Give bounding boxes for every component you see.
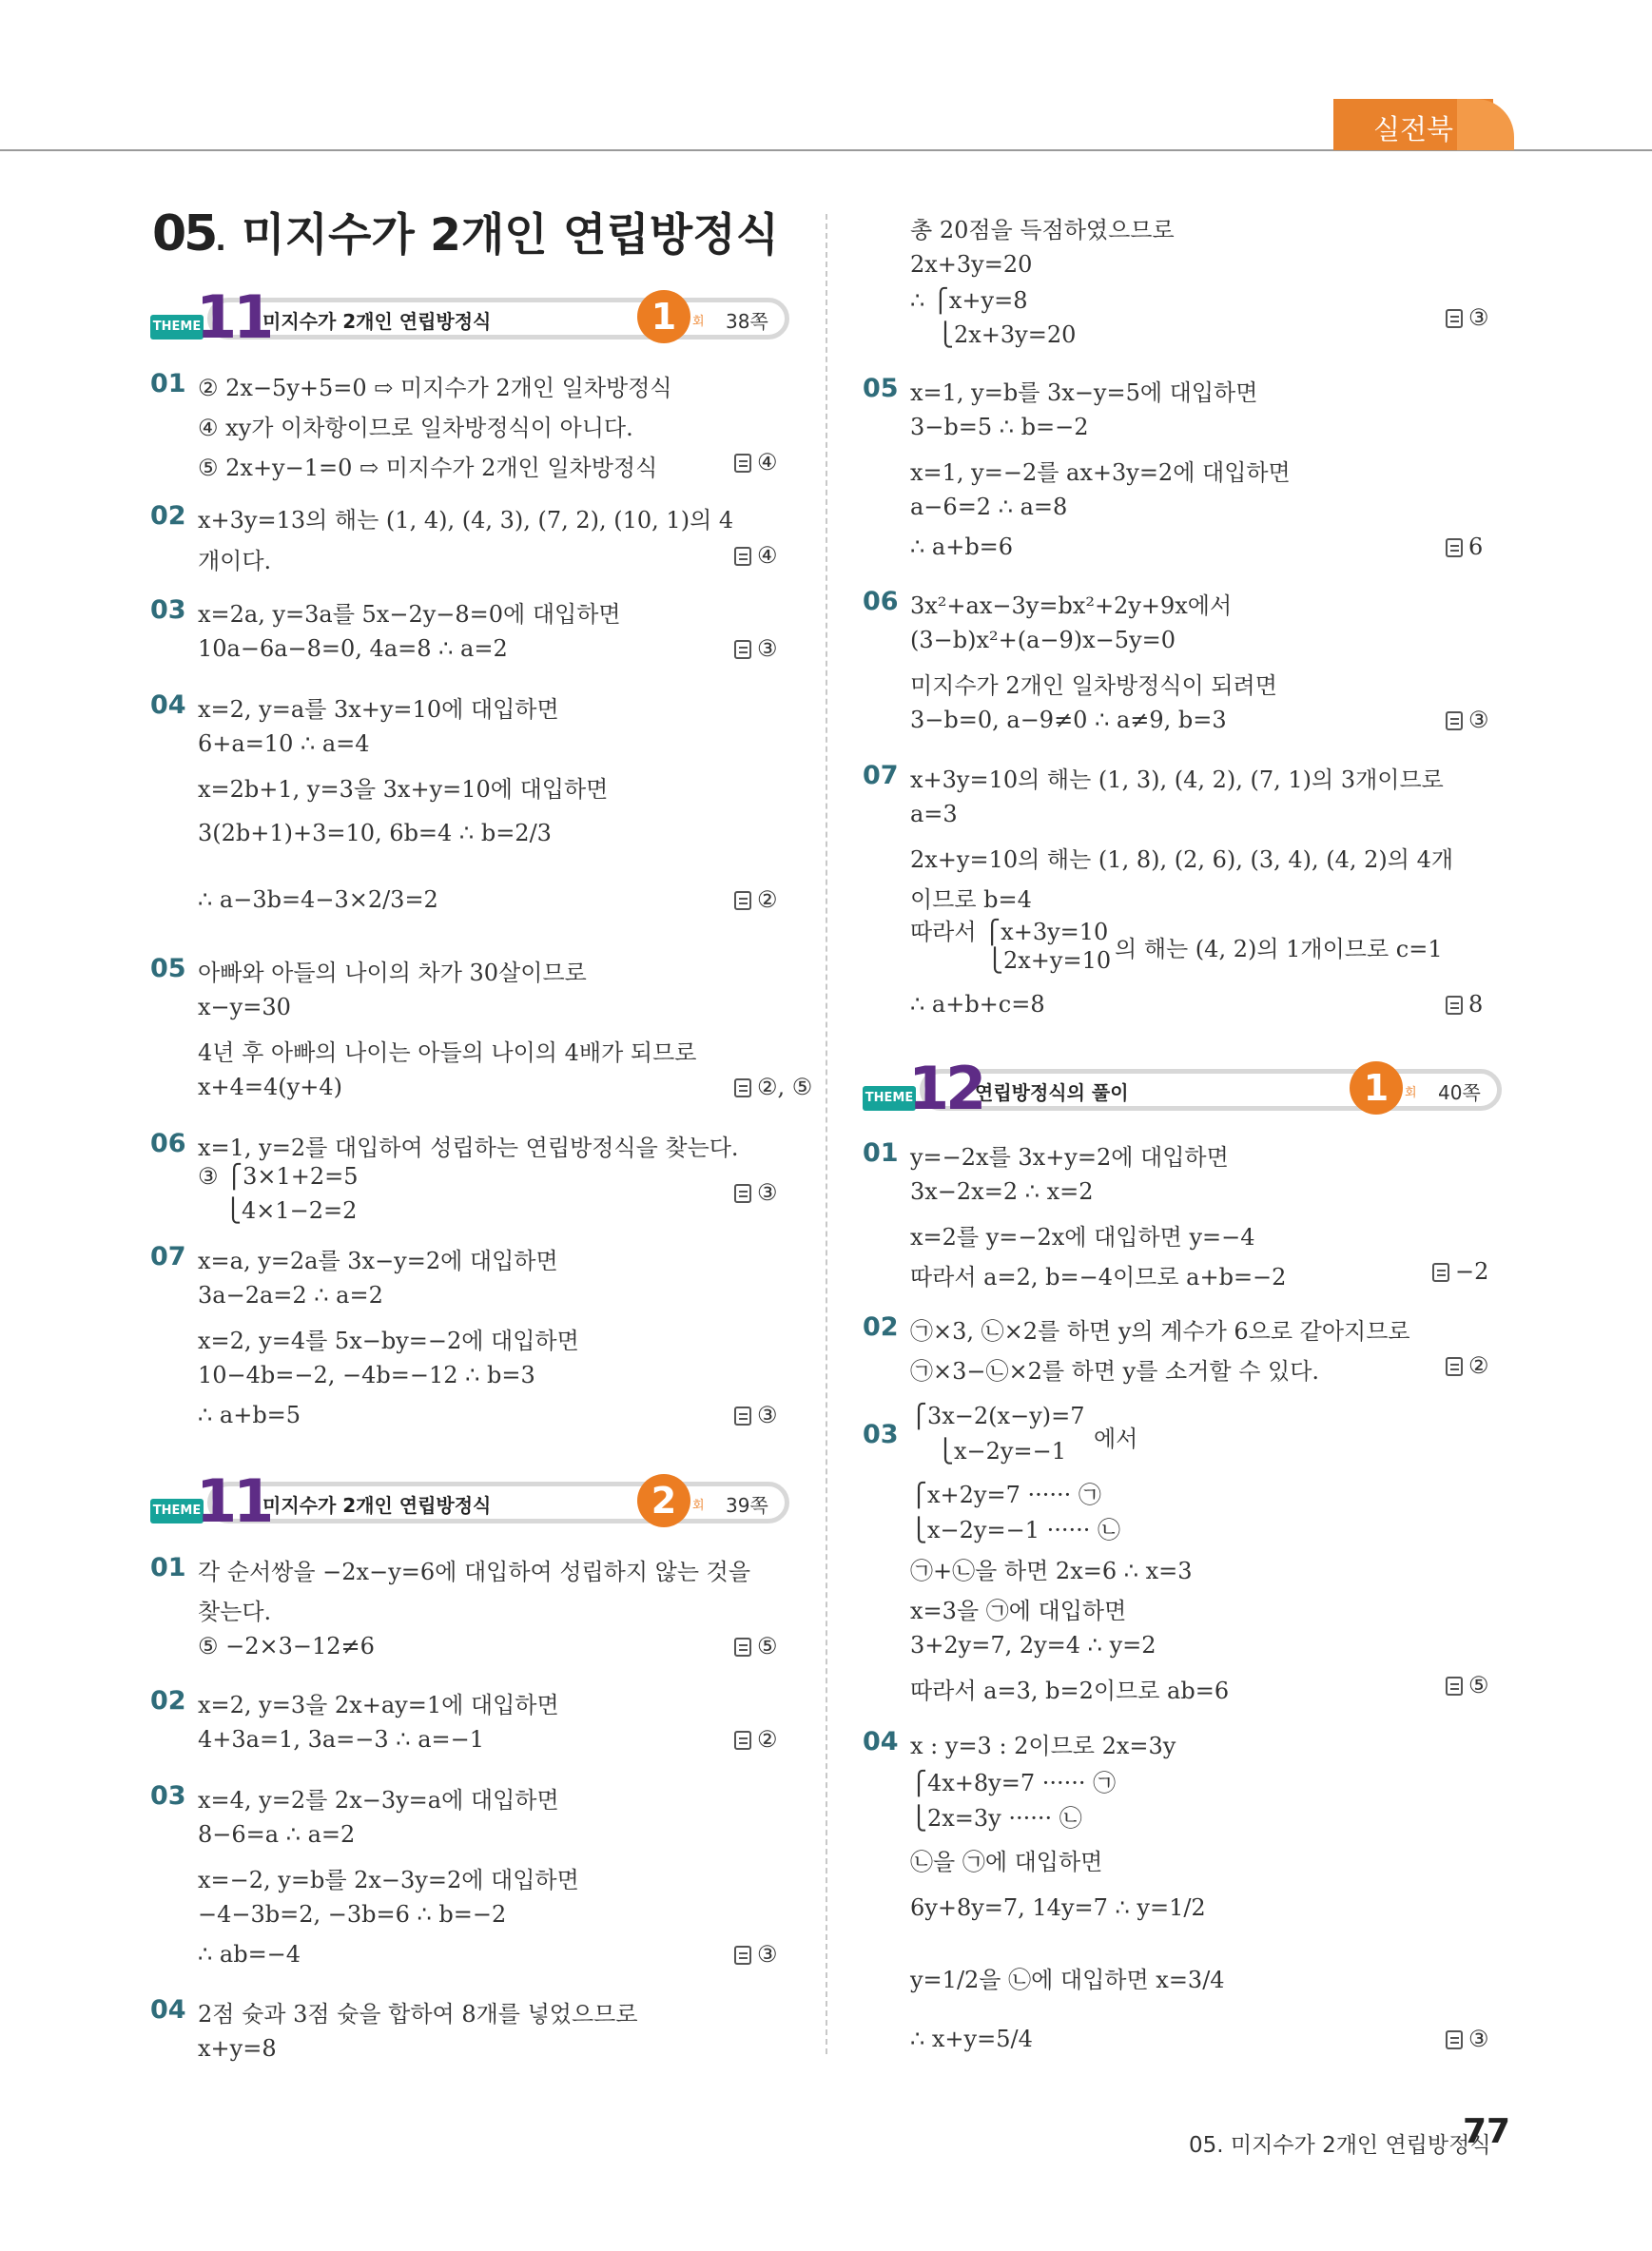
solution-line: 6+a=10 ∴ a=4 [198, 730, 370, 757]
solution-line: 3−b=5 ∴ b=−2 [910, 414, 1089, 440]
answer-icon [1446, 1357, 1463, 1376]
solution-line: x−y=30 [198, 994, 291, 1020]
answer-icon [734, 640, 751, 659]
solution-line: ㉠×3−㉡×2를 하면 y를 소거할 수 있다. [910, 1358, 1320, 1385]
solution-line: −4−3b=2, −3b=6 ∴ b=−2 [198, 1901, 507, 1928]
question-number: 04 [150, 1995, 186, 2025]
theme-tag: THEME [150, 315, 204, 340]
question-number: 05 [863, 374, 899, 403]
solution-line: 4+3a=1, 3a=−3 ∴ a=−1 [198, 1726, 484, 1753]
solution-line: 3−b=0, a−9≠0 ∴ a≠9, b=3 [910, 707, 1227, 733]
solution-line: x=2를 y=−2x에 대입하면 y=−4 [910, 1224, 1255, 1251]
solution-line: 각 순서쌍을 −2x−y=6에 대입하여 성립하지 않는 것을 [198, 1559, 751, 1585]
solution-line: 2x+3y=20 [910, 251, 1033, 278]
solution-line: ⎩2x+y=10 [986, 947, 1112, 974]
question-number: 03 [863, 1420, 899, 1449]
solution-line: 10−4b=−2, −4b=−12 ∴ b=3 [198, 1362, 535, 1388]
solution-line: 8−6=a ∴ a=2 [198, 1821, 356, 1848]
question-number: 07 [150, 1242, 186, 1271]
question-number: 06 [863, 587, 899, 616]
solution-line: ⎩x−2y=−1 [937, 1438, 1066, 1465]
theme-header [150, 282, 789, 352]
solution-line: 따라서 a=3, b=2이므로 ab=6 [910, 1678, 1230, 1704]
theme-title: 미지수가 2개인 연립방정식 [262, 310, 492, 333]
chapter-number: 05 [152, 205, 216, 262]
footer-chapter-title: 05. 미지수가 2개인 연립방정식 [1189, 2133, 1491, 2158]
solution-line: (3−b)x²+(a−9)x−5y=0 [910, 627, 1176, 653]
answer: ②, ⑤ [734, 1074, 812, 1100]
solution-line: x=1, y=b를 3x−y=5에 대입하면 [910, 379, 1258, 406]
answer: 8 [1446, 991, 1483, 1018]
solution-line: ∴ a+b=5 [198, 1402, 301, 1428]
answer-icon [1446, 1677, 1463, 1696]
question-number: 03 [150, 1781, 186, 1811]
solution-line: 2x+y=10의 해는 (1, 8), (2, 6), (3, 4), (4, 2)의 4개 [910, 846, 1454, 873]
solution-line: x=a, y=2a를 3x−y=2에 대입하면 [198, 1248, 558, 1274]
question-number: 01 [150, 369, 186, 398]
solution-line: ⎩4×1−2=2 [224, 1197, 358, 1224]
answer: ⑤ [1446, 1672, 1489, 1698]
solution-line: 3a−2a=2 ∴ a=2 [198, 1282, 383, 1309]
solution-line: 개이다. [198, 548, 272, 574]
page-number: 77 [1463, 2112, 1511, 2151]
solution-line: 10a−6a−8=0, 4a=8 ∴ a=2 [198, 635, 508, 662]
solution-line: ㉠+㉡을 하면 2x=6 ∴ x=3 [910, 1558, 1193, 1584]
question-number: 01 [150, 1553, 186, 1582]
solution-line: ⎩x−2y=−1 ······ ㉡ [910, 1517, 1120, 1543]
round-badge: 1 [637, 290, 690, 343]
question-number: 07 [863, 761, 899, 790]
solution-line: 3(2b+1)+3=10, 6b=4 ∴ b=2/3 [198, 820, 552, 846]
answer-icon [1446, 538, 1463, 557]
solution-line: ③ ⎧3×1+2=5 [198, 1163, 359, 1190]
theme-number: 11 [196, 282, 271, 352]
answer: ③ [734, 1941, 778, 1968]
solution-line: ∴ a−3b=4−3×2/3=2 [198, 886, 438, 913]
solution-line: 따라서 ⎧x+3y=10 [910, 919, 1109, 945]
answer-icon [1446, 711, 1463, 730]
solution-line: x=1, y=2를 대입하여 성립하는 연립방정식을 찾는다. [198, 1135, 739, 1161]
solution-line: 따라서 a=2, b=−4이므로 a+b=−2 [910, 1264, 1287, 1290]
question-number: 06 [150, 1129, 186, 1158]
chapter-title-text: 미지수가 2개인 연립방정식 [242, 209, 780, 262]
page-ref: 40쪽 [1438, 1081, 1481, 1104]
question-number: 02 [150, 1686, 186, 1716]
solution-line: 2점 슛과 3점 슛을 합하여 8개를 넣었으므로 [198, 2001, 638, 2028]
answer-icon [734, 1078, 751, 1097]
round-suffix: 회 [692, 315, 705, 329]
solution-line: x=2b+1, y=3을 3x+y=10에 대입하면 [198, 776, 609, 803]
solution-line: x=2, y=a를 3x+y=10에 대입하면 [198, 696, 559, 723]
solution-line: ⎧x+2y=7 ······ ㉠ [910, 1482, 1101, 1508]
answer-icon [1432, 1263, 1449, 1282]
page-ref: 38쪽 [726, 310, 768, 333]
solution-line: 에서 [1094, 1426, 1138, 1452]
solution-line: ⑤ −2×3−12≠6 [198, 1633, 375, 1659]
solution-line: a−6=2 ∴ a=8 [910, 494, 1068, 520]
solution-line: ④ xy가 이차항이므로 일차방정식이 아니다. [198, 415, 633, 441]
answer: −2 [1432, 1258, 1488, 1285]
solution-line: x+3y=13의 해는 (1, 4), (4, 3), (7, 2), (10, 1)의 4 [198, 507, 734, 534]
solution-line: 의 해는 (4, 2)의 1개이므로 c=1 [1115, 936, 1443, 962]
solution-line: ∴ a+b=6 [910, 534, 1014, 560]
answer: ② [734, 886, 778, 913]
round-badge: 1 [1350, 1061, 1403, 1115]
solution-line: ⎩2x=3y ······ ㉡ [910, 1805, 1082, 1832]
answer: ⑤ [734, 1633, 778, 1659]
theme-number: 12 [908, 1054, 983, 1123]
answer: ④ [734, 449, 778, 475]
solution-line: 3x−2x=2 ∴ x=2 [910, 1178, 1094, 1205]
answer: ② [1446, 1352, 1489, 1379]
section-tab-label: 실전북 [1372, 113, 1454, 146]
solution-line: x+3y=10의 해는 (1, 3), (4, 2), (7, 1)의 3개이므로 [910, 767, 1444, 793]
solution-line: y=1/2을 ㉡에 대입하면 x=3/4 [910, 1967, 1225, 1993]
solution-line: ∴ ab=−4 [198, 1941, 301, 1968]
round-suffix: 회 [1405, 1086, 1417, 1100]
theme-title: 연립방정식의 풀이 [975, 1081, 1129, 1104]
answer: ② [734, 1726, 778, 1753]
question-number: 02 [150, 501, 186, 531]
answer-icon [734, 1184, 751, 1203]
solution-line: ∴ a+b+c=8 [910, 991, 1045, 1018]
solution-line: 6y+8y=7, 14y=7 ∴ y=1/2 [910, 1894, 1206, 1921]
solution-line: ∴ x+y=5/4 [910, 2026, 1033, 2052]
answer-icon [1446, 309, 1463, 328]
answer: ③ [734, 1179, 778, 1206]
section-tab [1333, 99, 1493, 150]
page-ref: 39쪽 [726, 1494, 768, 1517]
solution-line: x+y=8 [198, 2035, 277, 2062]
solution-line: x=2, y=4를 5x−by=−2에 대입하면 [198, 1328, 579, 1354]
theme-header [863, 1054, 1502, 1123]
solution-line: ∴ ⎧x+y=8 [910, 287, 1028, 314]
solution-line: 3x²+ax−3y=bx²+2y+9x에서 [910, 592, 1233, 619]
solution-line: y=−2x를 3x+y=2에 대입하면 [910, 1144, 1229, 1171]
answer: ④ [734, 542, 778, 569]
answer-icon [734, 1946, 751, 1965]
solution-line: a=3 [910, 801, 958, 827]
column-divider [826, 214, 827, 2054]
solution-line: ⎩2x+3y=20 [937, 321, 1077, 348]
answer-icon [734, 1638, 751, 1657]
solution-line: x=2, y=3을 2x+ay=1에 대입하면 [198, 1692, 559, 1718]
solution-line: x : y=3 : 2이므로 2x=3y [910, 1733, 1176, 1759]
round-badge: 2 [637, 1474, 690, 1527]
theme-number: 11 [196, 1466, 271, 1536]
answer: 6 [1446, 534, 1483, 560]
answer-icon [1446, 2030, 1463, 2049]
solution-line: 4년 후 아빠의 나이는 아들의 나이의 4배가 되므로 [198, 1039, 697, 1066]
solution-line: x=1, y=−2를 ax+3y=2에 대입하면 [910, 459, 1291, 486]
answer: ③ [1446, 2026, 1489, 2052]
question-number: 04 [150, 690, 186, 720]
question-number: 05 [150, 954, 186, 983]
solution-line: 3+2y=7, 2y=4 ∴ y=2 [910, 1632, 1156, 1659]
solution-line: x=3을 ㉠에 대입하면 [910, 1598, 1127, 1624]
solution-line: 미지수가 2개인 일차방정식이 되려면 [910, 672, 1277, 699]
solution-line: ⎧4x+8y=7 ······ ㉠ [910, 1770, 1117, 1796]
solution-line: ㉠×3, ㉡×2를 하면 y의 계수가 6으로 같아지므로 [910, 1318, 1410, 1345]
answer-icon [734, 454, 751, 473]
answer: ③ [734, 1402, 778, 1428]
theme-tag: THEME [150, 1499, 204, 1523]
solution-line: x=−2, y=b를 2x−3y=2에 대입하면 [198, 1867, 579, 1893]
answer: ③ [734, 635, 778, 662]
solution-line: x+4=4(y+4) [198, 1074, 342, 1100]
question-number: 02 [863, 1312, 899, 1342]
question-number: 01 [863, 1138, 899, 1168]
answer-icon [1446, 996, 1463, 1015]
solution-line: 아빠와 아들의 나이의 차가 30살이므로 [198, 960, 587, 986]
theme-tag: THEME [863, 1086, 916, 1111]
solution-line: 찾는다. [198, 1599, 272, 1625]
answer-icon [734, 891, 751, 910]
chapter-title: 05. 미지수가 2개인 연립방정식 [152, 205, 780, 262]
solution-line: ⎧3x−2(x−y)=7 [910, 1403, 1085, 1429]
answer-icon [734, 1731, 751, 1750]
answer: ③ [1446, 304, 1489, 331]
solution-line: ② 2x−5y+5=0 ⇨ 미지수가 2개인 일차방정식 [198, 375, 672, 401]
solution-line: x=2a, y=3a를 5x−2y−8=0에 대입하면 [198, 601, 621, 628]
answer: ③ [1446, 707, 1489, 733]
answer-icon [734, 1407, 751, 1426]
solution-line: x=4, y=2를 2x−3y=a에 대입하면 [198, 1787, 559, 1814]
question-number: 03 [150, 595, 186, 625]
question-number: 04 [863, 1727, 899, 1756]
theme-header [150, 1466, 789, 1536]
solution-line: ㉡을 ㉠에 대입하면 [910, 1849, 1103, 1875]
theme-title: 미지수가 2개인 연립방정식 [262, 1494, 492, 1517]
solution-line: 이므로 b=4 [910, 886, 1032, 913]
answer-icon [734, 547, 751, 566]
solution-line: 총 20점을 득점하였으므로 [910, 217, 1175, 243]
round-suffix: 회 [692, 1499, 705, 1513]
solution-line: ⑤ 2x+y−1=0 ⇨ 미지수가 2개인 일차방정식 [198, 455, 658, 481]
